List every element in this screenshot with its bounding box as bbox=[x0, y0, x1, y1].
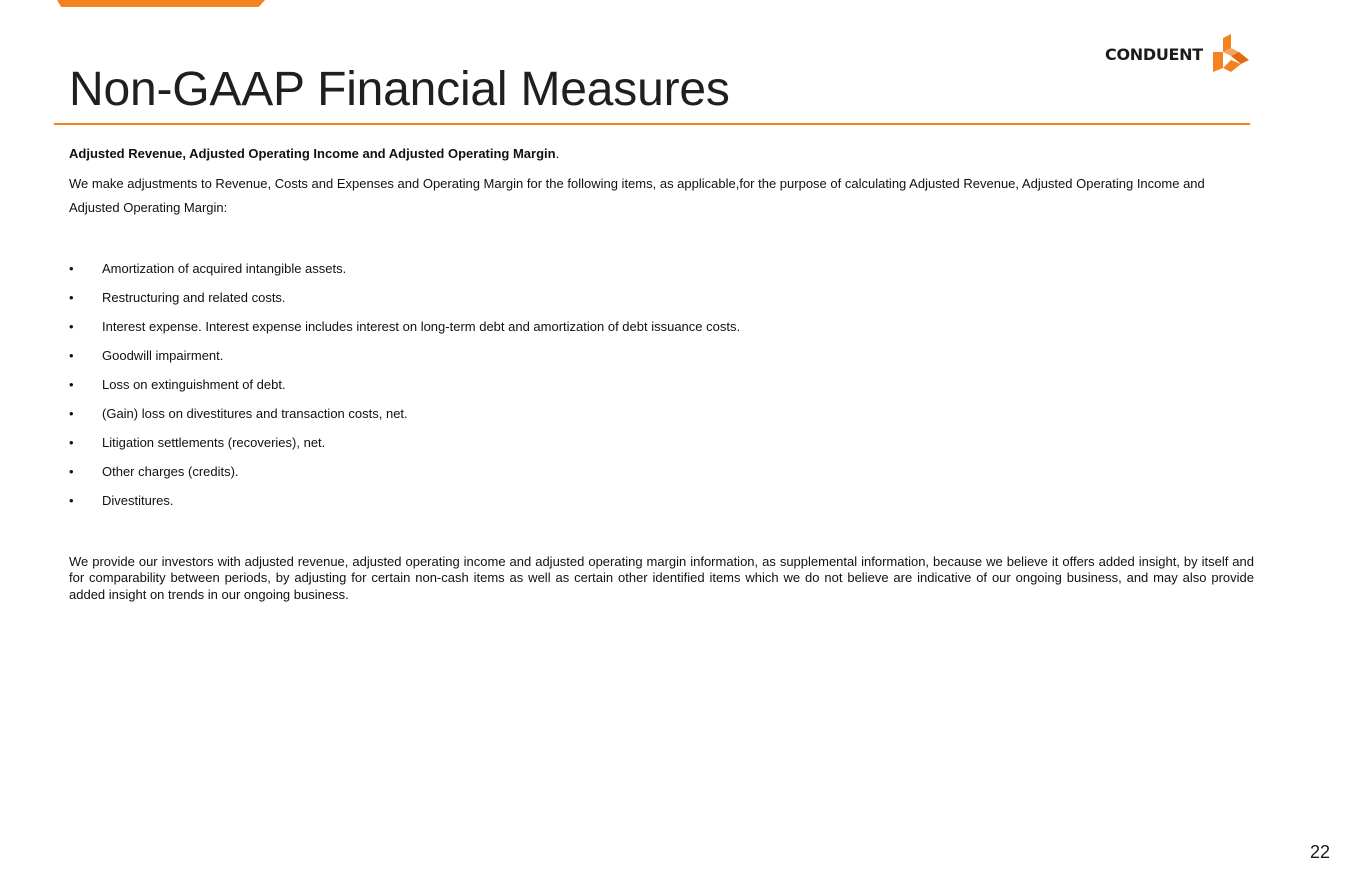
list-item bbox=[69, 347, 1254, 376]
list-item bbox=[69, 405, 1254, 434]
list-item bbox=[69, 318, 1254, 347]
page-number: 22 bbox=[1309, 842, 1330, 862]
slide-body bbox=[69, 145, 1254, 603]
conduent-logo-icon bbox=[1209, 34, 1249, 74]
list-item-text: Interest expense. Interest expense includes interest on long-term debt and amortization of debt issuance costs. bbox=[102, 319, 741, 334]
bullet-marker: • bbox=[69, 406, 74, 421]
intro-paragraph: We make adjustments to Revenue, Costs and Expenses and Operating Margin for the following items, as applicable,for the purpose of calculating Adjusted Revenue, Adjusted Operating Income and Adjusted Operating Margin: bbox=[69, 176, 1205, 215]
list-item bbox=[69, 492, 1254, 521]
bullet-marker: • bbox=[69, 290, 74, 305]
list-item bbox=[69, 289, 1254, 318]
top-accent-bar bbox=[57, 0, 265, 7]
list-item-text: (Gain) loss on divestitures and transaction costs, net. bbox=[102, 406, 408, 421]
adjustment-list bbox=[69, 260, 1254, 521]
subheading-punct: . bbox=[555, 146, 560, 161]
section-subheading bbox=[69, 145, 1254, 163]
subheading-text: Adjusted Revenue, Adjusted Operating Income and Adjusted Operating Margin bbox=[69, 146, 556, 161]
list-item-text: Divestitures. bbox=[102, 493, 174, 508]
bullet-marker: • bbox=[69, 319, 74, 334]
page-title: Non-GAAP Financial Measures bbox=[69, 63, 730, 116]
bullet-marker: • bbox=[69, 464, 74, 479]
bullet-marker: • bbox=[69, 377, 74, 392]
list-item-text: Loss on extinguishment of debt. bbox=[102, 377, 286, 392]
list-item bbox=[69, 434, 1254, 463]
bullet-marker: • bbox=[69, 435, 74, 450]
list-item bbox=[69, 463, 1254, 492]
list-item bbox=[69, 376, 1254, 405]
list-item bbox=[69, 260, 1254, 289]
list-item-text: Goodwill impairment. bbox=[102, 348, 224, 363]
list-item-text: Restructuring and related costs. bbox=[102, 290, 286, 305]
bullet-marker: • bbox=[69, 493, 74, 508]
conduent-logo bbox=[1105, 34, 1249, 74]
list-item-text: Other charges (credits). bbox=[102, 464, 239, 479]
closing-paragraph: We provide our investors with adjusted revenue, adjusted operating income and adjusted operating margin information, as supplemental information, because we believe it offers added insight, by itself and for comparability between periods, by adjusting for certain non-cash items as well as certain other identified items which we do not believe are indicative of our ongoing business, and may also provide added insight on trends in our ongoing business. bbox=[69, 554, 1254, 602]
bullet-marker: • bbox=[69, 261, 74, 276]
bullet-marker: • bbox=[69, 348, 74, 363]
list-item-text: Litigation settlements (recoveries), net. bbox=[102, 435, 326, 450]
title-divider bbox=[54, 123, 1250, 125]
logo-wordmark: CONDUENT bbox=[1105, 44, 1203, 64]
list-item-text: Amortization of acquired intangible assets. bbox=[102, 261, 347, 276]
